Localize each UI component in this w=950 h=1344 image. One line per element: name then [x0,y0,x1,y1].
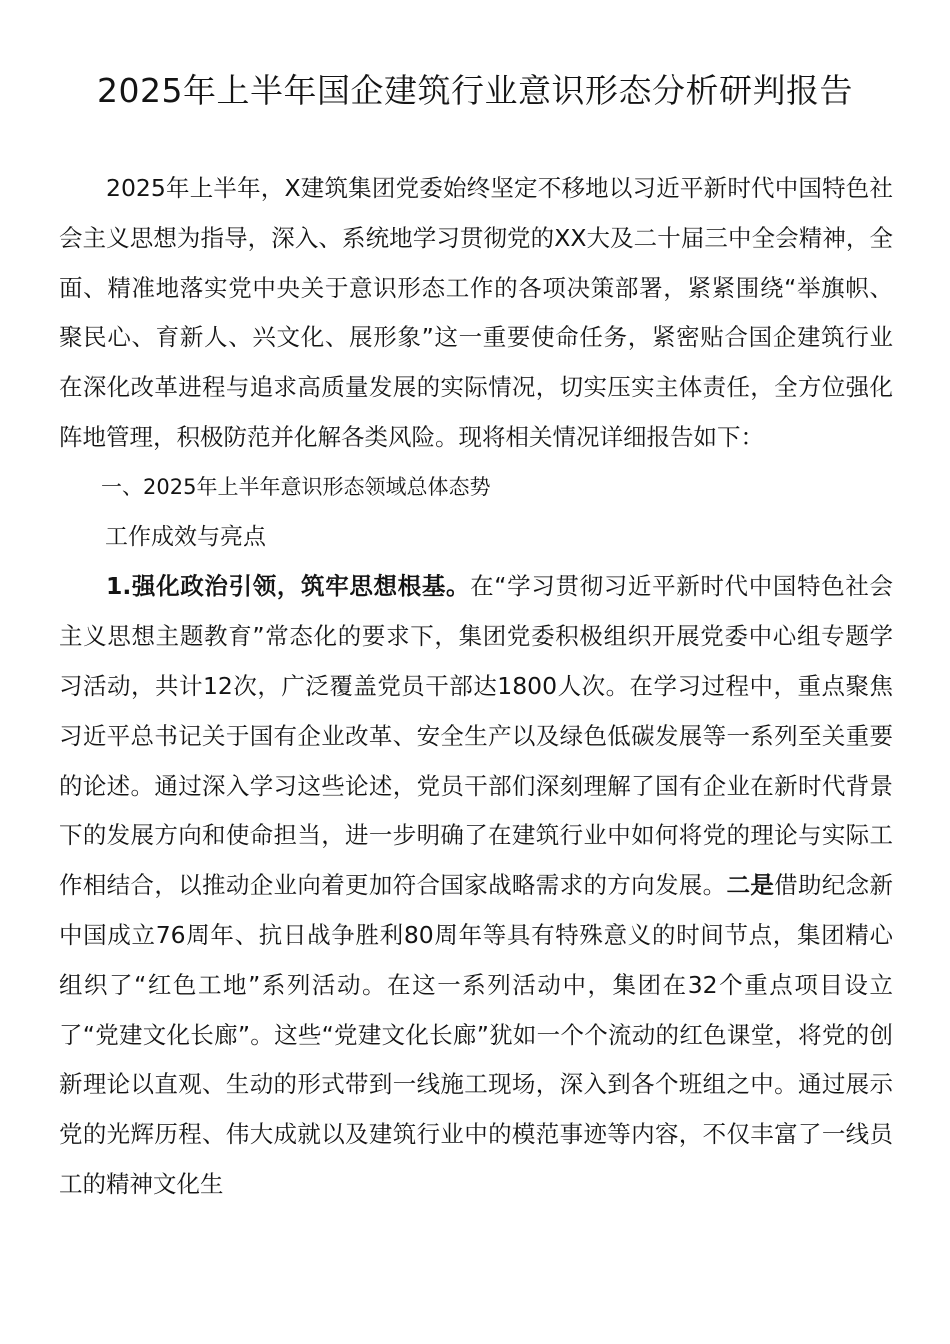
item-1-lead: 1.强化政治引领，筑牢思想根基。 [106,572,471,601]
subsection-heading: 工作成效与亮点 [105,523,266,550]
section-heading: 一、2025年上半年意识形态领域总体态势 [101,474,491,499]
item-2-text: 借助纪念新中国成立76周年、抗日战争胜利80周年等具有特殊意义的时间节点，集团精心组织了“红色工地”系列活动。在这一系列活动中，集团在32个重点项目设立了“党建文化长廊”。这些“党建文化长廊”犹如一个个流动的红色课堂，将党的创新理论以直观、生动的形式带到一线施工现场，深入到各个班组之中。通过展示党的光辉历程、伟大成就以及建筑行业中的模范事迹等内容，不仅丰富了一线员工的精神文化生 [59,871,894,1198]
item-1-text: 在“学习贯彻习近平新时代中国特色社会主义思想主题教育”常态化的要求下，集团党委积极组织开展党委中心组专题学习活动，共计12次，广泛覆盖党员干部达1800人次。在学习过程中，重点聚焦习近平总书记关于国有企业改革、安全生产以及绿色低碳发展等一系列至关重要的论述。通过深入学习这些论述，党员干部们深刻理解了国有企业在新时代背景下的发展方向和使命担当，进一步明确了在建筑行业中如何将党的理论与实际工作相结合，以推动企业向着更加符合国家战略需求的方向发展。 [59,572,893,900]
item-2-lead: 二是 [726,871,775,900]
document-body [59,164,893,1210]
item-1-paragraph [59,562,893,1209]
intro-paragraph: 2025年上半年，X建筑集团党委始终坚定不移地以习近平新时代中国特色社会主义思想为指导，深入、系统地学习贯彻党的XX大及二十届三中全会精神，全面、精准地落实党中央关于意识形态工作的各项决策部署，紧紧围绕“举旗帜、聚民心、育新人、兴文化、展形象”这一重要使命任务，紧密贴合国企建筑行业在深化改革进程与追求高质量发展的实际情况，切实压实主体责任，全方位强化阵地管理，积极防范并化解各类风险。现将相关情况详细报告如下： [59,174,893,451]
document-title: 2025年上半年国企建筑行业意识形态分析研判报告 [97,71,853,110]
